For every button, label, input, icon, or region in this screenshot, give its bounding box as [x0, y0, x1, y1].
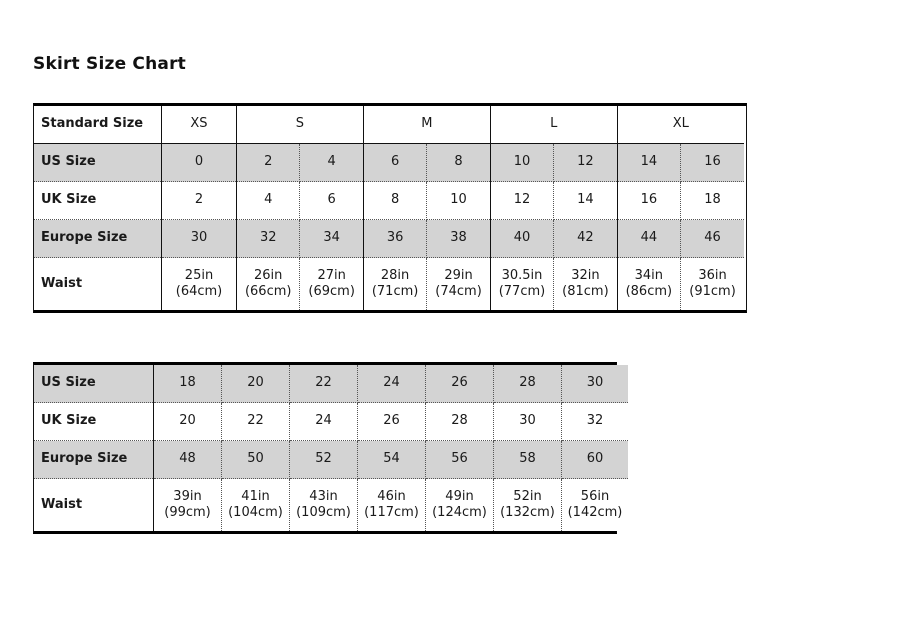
cell: 10 — [427, 182, 490, 220]
table-header-row — [34, 106, 744, 144]
cell: 2 — [237, 144, 300, 182]
cell: 32 — [237, 220, 300, 258]
cell: 28 — [494, 365, 562, 403]
cell-inches: 25in — [184, 267, 214, 283]
cell: 20 — [222, 365, 290, 403]
size-category-m: M — [363, 106, 490, 144]
cell-cm: (86cm) — [625, 284, 673, 299]
cell — [490, 258, 553, 311]
cell: 24 — [358, 365, 426, 403]
cell-cm: (74cm) — [435, 284, 482, 299]
cell-cm: (77cm) — [498, 284, 546, 299]
cell-cm: (66cm) — [244, 284, 292, 299]
cell — [617, 258, 680, 311]
size-category-s: S — [237, 106, 364, 144]
size-category-l: L — [490, 106, 617, 144]
cell: 2 — [162, 182, 237, 220]
row-header-europe-size: Europe Size — [34, 441, 154, 479]
cell — [554, 258, 617, 311]
cell: 14 — [617, 144, 680, 182]
cell-cm: (132cm) — [500, 505, 555, 520]
cell — [494, 479, 562, 532]
cell: 40 — [490, 220, 553, 258]
cell: 22 — [290, 365, 358, 403]
cell: 26 — [358, 403, 426, 441]
cell — [358, 479, 426, 532]
cell — [222, 479, 290, 532]
row-header-europe-size: Europe Size — [34, 220, 162, 258]
cell-inches: 52in — [513, 488, 542, 504]
cell — [363, 258, 426, 311]
table-row-uk-size — [34, 182, 744, 220]
cell-cm: (64cm) — [175, 284, 223, 299]
cell: 8 — [427, 144, 490, 182]
table-row-europe-size — [34, 220, 744, 258]
standard-sizes-table — [34, 106, 744, 310]
row-header-uk-size: UK Size — [34, 403, 154, 441]
row-header-us-size: US Size — [34, 144, 162, 182]
cell-cm: (142cm) — [567, 505, 623, 520]
table-row-uk-size — [34, 403, 628, 441]
cell: 28 — [426, 403, 494, 441]
cell: 4 — [300, 144, 363, 182]
cell: 10 — [490, 144, 553, 182]
cell — [300, 258, 363, 311]
cell: 24 — [290, 403, 358, 441]
cell: 20 — [154, 403, 222, 441]
cell-cm: (124cm) — [432, 505, 487, 520]
cell: 22 — [222, 403, 290, 441]
table-row-waist — [34, 479, 628, 532]
cell: 56 — [426, 441, 494, 479]
cell-inches: 39in — [173, 488, 202, 504]
cell-cm: (99cm) — [164, 505, 211, 520]
table-row-us-size — [34, 144, 744, 182]
column-header-standard-size: Standard Size — [34, 106, 162, 144]
cell — [426, 479, 494, 532]
cell-inches: 56in — [580, 488, 610, 504]
cell: 14 — [554, 182, 617, 220]
cell-cm: (117cm) — [364, 505, 419, 520]
table-row-us-size — [34, 365, 628, 403]
cell: 30 — [494, 403, 562, 441]
cell: 18 — [154, 365, 222, 403]
cell-inches: 49in — [445, 488, 474, 504]
cell: 12 — [554, 144, 617, 182]
cell-inches: 43in — [309, 488, 338, 504]
cell-cm: (104cm) — [228, 505, 283, 520]
cell-inches: 36in — [698, 267, 727, 283]
cell: 18 — [681, 182, 744, 220]
cell: 30 — [562, 365, 629, 403]
cell-inches: 46in — [377, 488, 406, 504]
cell — [237, 258, 300, 311]
row-header-uk-size: UK Size — [34, 182, 162, 220]
cell: 46 — [681, 220, 744, 258]
size-category-xs: XS — [162, 106, 237, 144]
plus-sizes-table-container — [33, 362, 623, 534]
standard-sizes-table-container — [33, 103, 747, 313]
cell: 12 — [490, 182, 553, 220]
cell: 8 — [363, 182, 426, 220]
cell — [290, 479, 358, 532]
cell — [154, 479, 222, 532]
cell-cm: (71cm) — [371, 284, 419, 299]
cell: 38 — [427, 220, 490, 258]
cell: 52 — [290, 441, 358, 479]
cell: 50 — [222, 441, 290, 479]
cell — [427, 258, 490, 311]
cell — [562, 479, 629, 532]
cell-cm: (69cm) — [308, 284, 355, 299]
cell-inches: 41in — [241, 488, 270, 504]
cell-inches: 29in — [444, 267, 473, 283]
cell: 6 — [363, 144, 426, 182]
cell: 16 — [681, 144, 744, 182]
table-row-waist — [34, 258, 744, 311]
plus-sizes-table — [34, 365, 628, 531]
cell-cm: (81cm) — [562, 284, 609, 299]
cell: 4 — [237, 182, 300, 220]
cell: 0 — [162, 144, 237, 182]
size-category-xl: XL — [617, 106, 744, 144]
cell — [162, 258, 237, 311]
cell-inches: 26in — [254, 267, 283, 283]
cell — [681, 258, 744, 311]
cell: 44 — [617, 220, 680, 258]
cell: 16 — [617, 182, 680, 220]
cell-inches: 30.5in — [501, 267, 543, 283]
cell-cm: (91cm) — [689, 284, 736, 299]
table-row-europe-size — [34, 441, 628, 479]
cell: 54 — [358, 441, 426, 479]
cell: 6 — [300, 182, 363, 220]
cell: 26 — [426, 365, 494, 403]
page-title: Skirt Size Chart — [33, 54, 186, 74]
cell: 60 — [562, 441, 629, 479]
cell-inches: 34in — [634, 267, 664, 283]
cell: 32 — [562, 403, 629, 441]
cell: 58 — [494, 441, 562, 479]
cell-inches: 32in — [571, 267, 600, 283]
cell: 36 — [363, 220, 426, 258]
cell: 30 — [162, 220, 237, 258]
row-header-waist: Waist — [34, 258, 162, 311]
row-header-waist: Waist — [34, 479, 154, 532]
cell-cm: (109cm) — [296, 505, 351, 520]
row-header-us-size: US Size — [34, 365, 154, 403]
cell: 48 — [154, 441, 222, 479]
cell-inches: 28in — [380, 267, 410, 283]
cell-inches: 27in — [317, 267, 346, 283]
cell: 42 — [554, 220, 617, 258]
cell: 34 — [300, 220, 363, 258]
